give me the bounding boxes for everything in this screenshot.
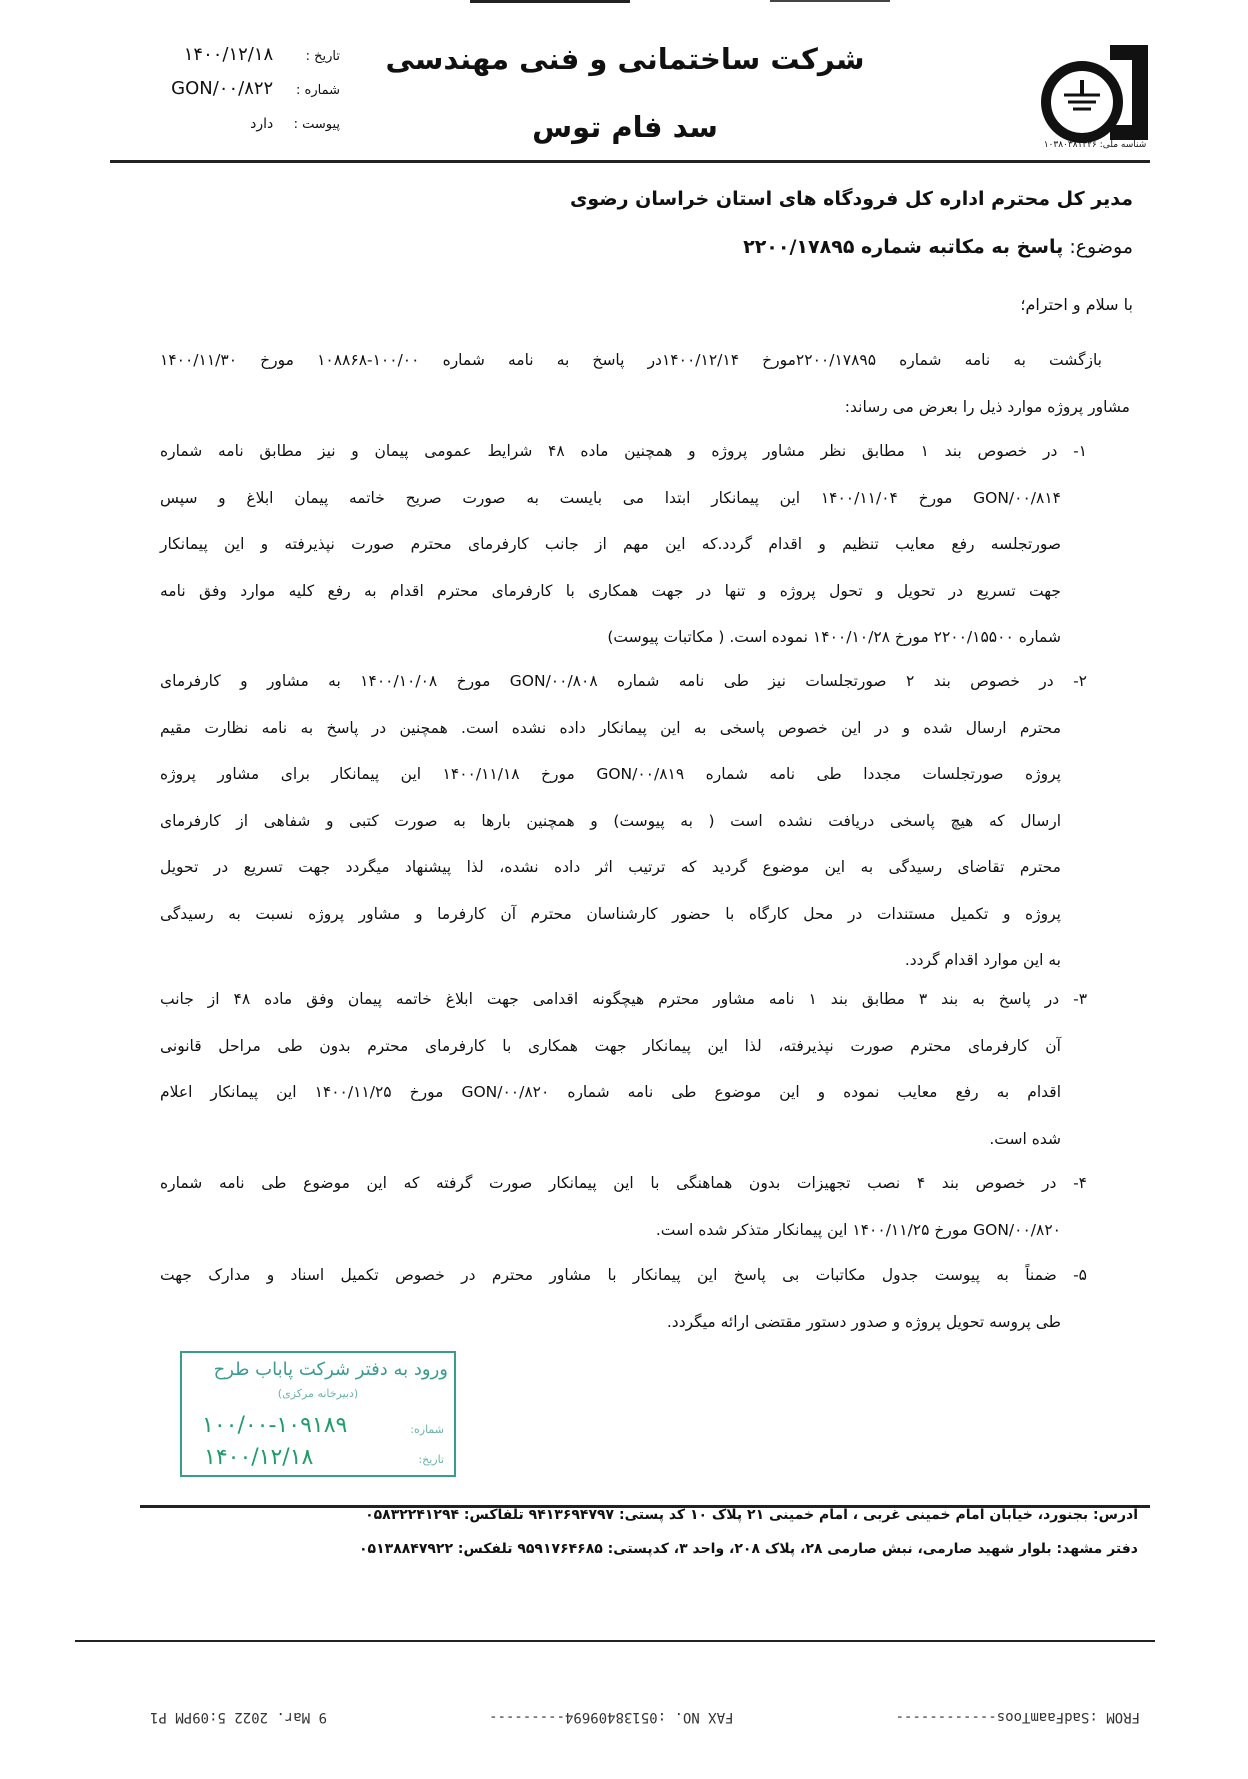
date-label: تاریخ :: [305, 49, 340, 64]
scan-edge-mark: [770, 0, 890, 2]
fax-header: [150, 1709, 1140, 1725]
date-value: ۱۴۰۰/۱۲/۱۸: [183, 44, 274, 65]
footer-mashhad-office: دفتر مشهد: بلوار شهید صارمی، نبش صارمی ۲۸، پلاک ۲۰۸، واحد ۳، کدپستی: ۹۵۹۱۷۶۴۶۸۵ تلفکس: ۰۵۱۳۸۸۴۷۹۲۲: [359, 1541, 1138, 1557]
number-label: شماره :: [296, 83, 340, 98]
text-line: جهت تسریع در تحویل و تحول پروژه و تنها در جهت همکاری با کارفرمای محترم اقدام به رفع کلیه موارد وفق نامه: [160, 581, 1061, 600]
stamp-date-label: تاریخ:: [418, 1453, 444, 1466]
recipient: مدیر کل محترم اداره کل فرودگاه های استان خراسان رضوی: [569, 188, 1133, 210]
text-line: ۵- ضمناً به پیوست جدول مکاتبات بی پاسخ این پیمانکار با مشاور محترم در خصوص تکمیل اسناد و مدارک جهت: [160, 1266, 1087, 1284]
company-name-line2: سد فام توس: [532, 110, 718, 144]
company-logo-icon: [1040, 40, 1150, 150]
stamp-number-value: ۱۰۰/۰۰-۱۰۹۱۸۹: [202, 1413, 348, 1438]
footer-address: آدرس: بجنورد، خیابان امام خمینی غربی ، امام خمینی ۲۱ پلاک ۱۰ کد پستی: ۹۴۱۳۶۹۴۷۹۷ تلفاکس: ۰۵۸۳۲۲۴۱۲۹۴: [365, 1507, 1138, 1523]
text-line: ۳- در پاسخ به بند ۳ مطابق بند ۱ نامه مشاور محترم هیچگونه اقدامی جهت ابلاغ خاتمه پیمان وفق ماده ۴۸ از جانب: [160, 990, 1088, 1008]
list-item-3: [160, 976, 1087, 1162]
text-line: ارسال که هیچ پاسخی دریافت نشده است ( به پیوست) و همچنین بارها به صورت کتبی و شفاهی از کارفرمای: [160, 811, 1061, 830]
list-item-2: [160, 658, 1087, 984]
stamp-subtitle: (دبیرخانه مرکزی): [277, 1387, 359, 1400]
list-item-5: [160, 1252, 1087, 1345]
text-line: ۲- در خصوص بند ۲ صورتجلسات نیز طی نامه شماره GON/۰۰/۸۰۸ مورخ ۱۴۰۰/۱۰/۰۸ به مشاور و کارفرمای: [160, 672, 1087, 690]
text-line: پروژه و تکمیل مستندات در محل کارگاه با حضور کارشناسان محترم آن کارفرما و مشاور پروژه نسبت به رسیدگی: [160, 904, 1061, 923]
text-line: آن کارفرمای محترم صورت نپذیرفته، لذا این پیمانکار جهت همکاری با کارفرمای محترم بدون طی مراحل قانونی: [160, 1036, 1061, 1055]
text-line: طی پروسه تحویل پروژه و صدور دستور مقتضی ارائه میگردد.: [666, 1312, 1061, 1331]
receipt-stamp: [180, 1351, 456, 1477]
fax-from: FROM :SadFaamToos------------: [895, 1709, 1140, 1725]
text-line: مشاور پروژه موارد ذیل را بعرض می رساند:: [844, 397, 1130, 416]
header-divider: [110, 160, 1150, 163]
list-item-1: [160, 428, 1087, 661]
stamp-number-label: شماره:: [410, 1423, 444, 1436]
list-item-4: [160, 1160, 1087, 1253]
text-line: بازگشت به نامه شماره ۲۲۰۰/۱۷۸۹۵مورخ ۱۴۰۰/۱۲/۱۴در پاسخ به نامه شماره ۱۰۰/۰۰-۱۰۸۸۶۸ مورخ ۱۴۰۰/۱۱/۳۰: [160, 351, 1102, 369]
letter-number: [120, 78, 340, 99]
subject-text: پاسخ به مکاتبه شماره ۲۲۰۰/۱۷۸۹۵: [743, 236, 1064, 258]
text-line: اقدام به رفع معایب نموده و این موضوع طی نامه شماره GON/۰۰/۸۲۰ مورخ ۱۴۰۰/۱۱/۲۵ این پیمانکار اعلام: [160, 1083, 1061, 1101]
fax-number: FAX NO. :05138409694---------: [489, 1709, 734, 1725]
text-line: صورتجلسه رفع معایب تنظیم و اقدام گردد.که این مهم از جانب کارفرمای محترم صورت نپذیرفته و این پیمانکار: [160, 535, 1061, 553]
text-line: به این موارد اقدام گردد.: [904, 951, 1061, 969]
national-id: شناسه ملی: ۱۰۳۸۰۳۸۱۳۲۶: [1043, 140, 1147, 150]
text-line: GON/۰۰/۸۱۴ مورخ ۱۴۰۰/۱۱/۰۴ این پیمانکار ابتدا می بایست به صورت صریح خاتمه پیمان ابلاغ و سپس: [160, 488, 1061, 507]
company-name: شرکت ساختمانی و فنی مهندسی: [385, 42, 865, 76]
letter-attachment: [120, 114, 340, 132]
attachment-label: پیوست :: [293, 117, 340, 132]
text-line: ۱- در خصوص بند ۱ مطابق نظر مشاور پروژه و همچنین ماده ۴۸ شرایط عمومی پیمان و نیز مطابق نامه شماره: [160, 442, 1087, 460]
fax-datetime: 9 Mar. 2022 5:09PM P1: [150, 1709, 328, 1725]
text-line: ۴- در خصوص بند ۴ نصب تجهیزات بدون هماهنگی با این پیمانکار صورت گرفته که این موضوع طی نامه شماره: [160, 1174, 1087, 1192]
text-line: پروژه صورتجلسات مجددا طی نامه شماره GON/۰۰/۸۱۹ مورخ ۱۴۰۰/۱۱/۱۸ این پیمانکار برای مشاور پروژه: [160, 765, 1061, 783]
stamp-date-value: ۱۴۰۰/۱۲/۱۸: [204, 1445, 314, 1470]
text-line: محترم تقاضای رسیدگی به این موضوع گردید که ترتیب اثر داده نشده، لذا پیشنهاد میگردد جهت تسریع در تحویل: [160, 858, 1061, 876]
number-value: GON/۰۰/۸۲۲: [171, 78, 274, 99]
text-line: محترم ارسال شده و در این خصوص پاسخی به این پیمانکار داده نشده است. همچنین در پاسخ به نامه نظارت مقیم: [160, 718, 1061, 737]
stamp-title: ورود به دفتر شرکت پاباب طرح: [213, 1359, 448, 1380]
text-line: GON/۰۰/۸۲۰ مورخ ۱۴۰۰/۱۱/۲۵ این پیمانکار متذکر شده است.: [655, 1220, 1061, 1239]
text-line: شده است.: [989, 1129, 1061, 1148]
subject: [743, 236, 1133, 258]
salutation: با سلام و احترام؛: [1020, 295, 1133, 314]
intro-paragraph: [160, 337, 1130, 430]
letter-date: [120, 44, 340, 65]
text-line: شماره ۲۲۰۰/۱۵۵۰۰ مورخ ۱۴۰۰/۱۰/۲۸ نموده است. ( مکاتبات پیوست): [607, 628, 1061, 646]
bottom-divider: [75, 1640, 1155, 1642]
subject-label: موضوع:: [1069, 236, 1133, 258]
attachment-value: دارد: [250, 116, 274, 132]
scan-edge-mark: [470, 0, 630, 3]
